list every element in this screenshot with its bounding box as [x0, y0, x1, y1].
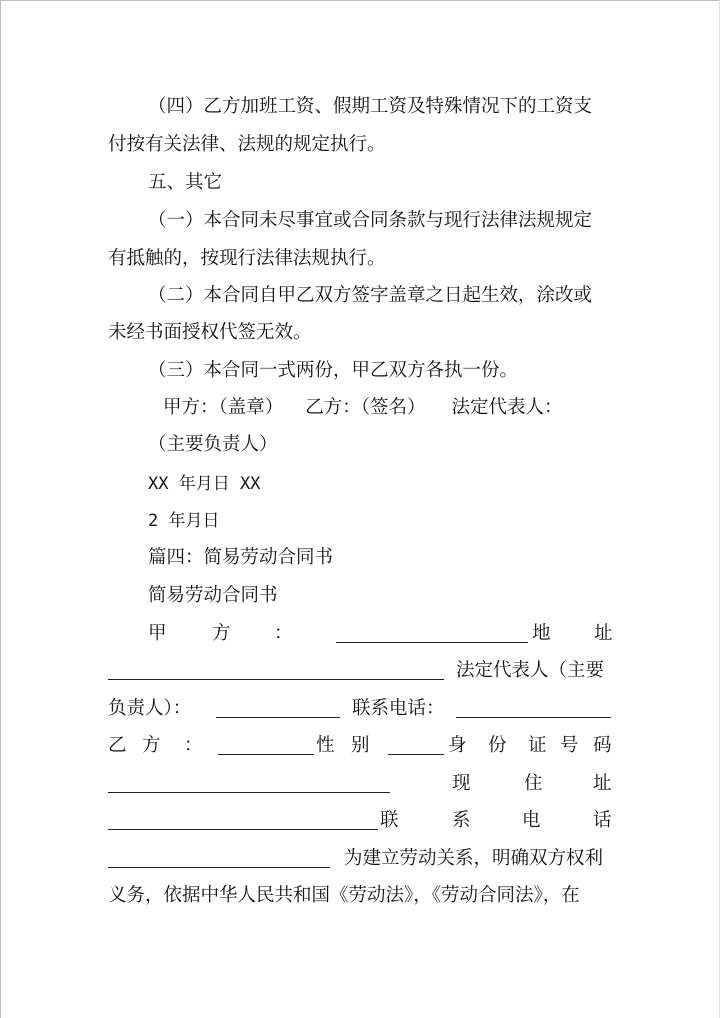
form-char: 乙	[108, 735, 127, 756]
party-a-phone-blank[interactable]	[456, 716, 611, 718]
form-char: 性	[316, 735, 335, 756]
form-char: 证	[528, 735, 547, 756]
form-char: 身	[448, 735, 467, 756]
form-char: 别	[351, 735, 370, 756]
form-char: 方	[212, 623, 231, 644]
form-row-phone	[108, 844, 611, 874]
form-char: 现	[452, 773, 471, 794]
form-row-current-address	[108, 806, 611, 836]
party-a-name-blank[interactable]	[336, 641, 528, 643]
form-char: 联	[380, 810, 399, 831]
paragraph-line: （三）本合同一式两份，甲乙双方各执一份。	[148, 360, 519, 381]
form-char: 址	[594, 623, 613, 644]
current-address-blank[interactable]	[108, 828, 378, 830]
signature-legal-rep: 法定代表人：	[451, 397, 563, 418]
principal-label: 负责人）：	[108, 698, 192, 719]
purpose-text: 为建立劳动关系，明确双方权利	[344, 848, 604, 869]
paragraph-line: 未经书面授权代签无效。	[108, 322, 312, 343]
signature-party-a: 甲方：（盖章）	[163, 397, 284, 418]
form-char: 码	[593, 735, 612, 756]
date-line: 2 年月日	[148, 511, 220, 531]
id-number-blank[interactable]	[108, 791, 390, 793]
legal-rep-label: 法定代表人（主要	[456, 660, 605, 681]
form-char: ：	[274, 623, 293, 644]
form-char: 地	[532, 623, 551, 644]
form-char: 甲	[148, 623, 167, 644]
form-char: 址	[593, 773, 612, 794]
party-a-address-blank[interactable]	[108, 678, 444, 680]
date-line: XX 年月日 XX	[148, 474, 261, 494]
form-row-party-b	[108, 731, 611, 761]
form-char: 话	[593, 810, 612, 831]
contract-title: 简易劳动合同书	[148, 585, 278, 606]
form-row-address	[108, 656, 611, 686]
paragraph-line: 有抵触的，按现行法律法规执行。	[108, 248, 386, 269]
paragraph-line: （一）本合同未尽事宜或合同条款与现行法律法规规定	[148, 210, 593, 231]
phone-label: 联系电话：	[352, 698, 445, 719]
form-char: 号	[560, 735, 579, 756]
signature-principal: （主要负责人）	[148, 434, 278, 455]
form-char: 系	[452, 810, 471, 831]
paragraph-line: 义务，依据中华人民共和国《劳动法》，《劳动合同法》，在	[108, 885, 580, 906]
form-char: 电	[522, 810, 541, 831]
paragraph-line: （二）本合同自甲乙双方签字盖章之日起生效，涂改或	[148, 285, 593, 306]
form-row-principal	[108, 694, 611, 724]
party-b-phone-blank[interactable]	[108, 866, 330, 868]
signature-party-b: 乙方：（签名）	[305, 397, 426, 418]
party-b-name-blank[interactable]	[218, 753, 314, 755]
principal-blank[interactable]	[216, 716, 340, 718]
form-char: 份	[488, 735, 507, 756]
paragraph-line: 付按有关法律、法规的规定执行。	[108, 134, 386, 155]
paragraph-line: （四）乙方加班工资、假期工资及特殊情况下的工资支	[148, 96, 593, 117]
section-heading: 五、其它	[148, 172, 223, 193]
form-char: 住	[524, 773, 543, 794]
form-row-party-a	[108, 619, 611, 649]
signature-line	[108, 393, 666, 423]
form-char: 方	[142, 735, 161, 756]
form-row-id	[108, 769, 611, 799]
page-border-top	[0, 0, 720, 1]
chapter-title: 篇四：简易劳动合同书	[148, 547, 334, 568]
gender-blank[interactable]	[388, 753, 444, 755]
form-char: ：	[184, 735, 203, 756]
page-border-left	[0, 0, 1, 1018]
